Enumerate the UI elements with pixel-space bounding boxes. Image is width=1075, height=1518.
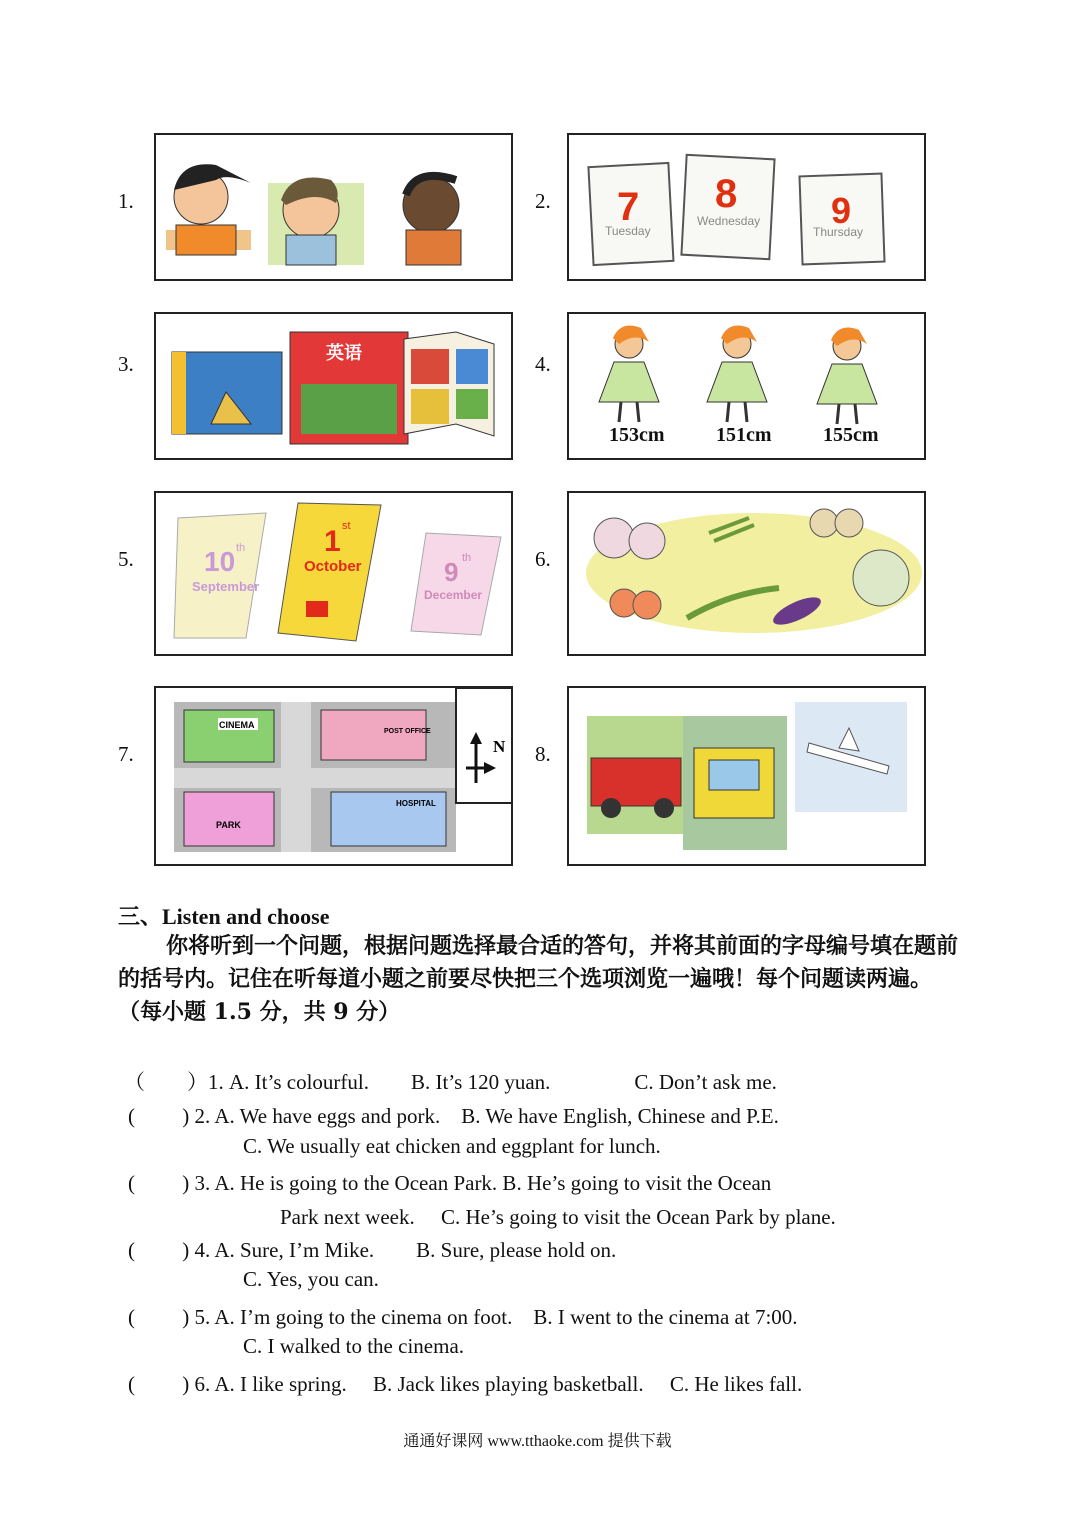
picture-number-3: 3. xyxy=(118,352,134,376)
question-5-line-2: C. I walked to the cinema. xyxy=(243,1334,465,1358)
section-instructions: 你将听到一个问题，根据问题选择最合适的答句，并将其前面的字母编号填在题前的括号内。记住在听每道小题之前要尽快把三个选项浏览一遍哦！每个问题读两遍。（每小题 1.5 分，共 9 分） xyxy=(118,933,959,1025)
map-post-office-label: POST OFFICE xyxy=(384,728,431,735)
calendar-day-1: 7 xyxy=(617,185,640,229)
sick-boys-illustration xyxy=(156,135,511,279)
question-6-line-1: ( ) 6. A. I like spring. B. Jack likes playing basketball. C. He likes fall. xyxy=(128,1372,803,1396)
compass-north-label: N xyxy=(493,737,506,756)
height-label-1: 153cm xyxy=(609,424,665,446)
question-3-line-1: ( ) 3. A. He is going to the Ocean Park. B. He’s going to visit the Ocean xyxy=(128,1171,772,1195)
picture-number-4: 4. xyxy=(535,352,551,376)
calendar-weekday-3: Thursday xyxy=(813,225,864,239)
picture-box-2 xyxy=(567,133,926,281)
picture-number-6: 6. xyxy=(535,547,551,571)
date-month-3: December xyxy=(424,588,483,602)
picture-box-5 xyxy=(154,491,513,656)
vegetables-illustration xyxy=(569,493,924,654)
date-month-2: October xyxy=(304,558,362,575)
date-suffix-1: th xyxy=(236,542,246,554)
picture-box-4 xyxy=(567,312,926,460)
height-label-3: 155cm xyxy=(823,424,879,446)
picture-box-3 xyxy=(154,312,513,460)
date-day-3: 9 xyxy=(444,557,459,587)
map-hospital-label: HOSPITAL xyxy=(396,799,436,808)
calendar-day-2: 8 xyxy=(715,172,738,216)
picture-number-7: 7. xyxy=(118,742,134,766)
calendar-day-3: 9 xyxy=(831,190,852,231)
date-day-1: 10 xyxy=(204,546,236,577)
date-suffix-2: st xyxy=(342,520,351,532)
picture-number-2: 2. xyxy=(535,189,551,213)
calendar-weekday-1: Tuesday xyxy=(605,224,651,238)
question-5-line-1: ( ) 5. A. I’m going to the cinema on foot. B. I went to the cinema at 7:00. xyxy=(128,1305,798,1329)
date-month-1: September xyxy=(192,579,260,594)
picture-number-5: 5. xyxy=(118,547,134,571)
section-title: 三、Listen and choose xyxy=(118,904,330,929)
picture-box-1 xyxy=(154,133,513,281)
question-3-line-2: Park next week. C. He’s going to visit the Ocean Park by plane. xyxy=(280,1205,836,1229)
picture-box-8 xyxy=(567,686,926,866)
question-4-line-1: ( ) 4. A. Sure, I’m Mike. B. Sure, please hold on. xyxy=(128,1238,617,1262)
map-park-label: PARK xyxy=(216,820,241,830)
height-label-2: 151cm xyxy=(716,424,772,446)
books-illustration xyxy=(156,314,511,458)
question-2-line-1: ( ) 2. A. We have eggs and pork. B. We have English, Chinese and P.E. xyxy=(128,1104,779,1128)
book-cover-title: 英语 xyxy=(326,343,362,364)
picture-box-7 xyxy=(154,686,513,866)
date-suffix-3: th xyxy=(462,552,472,564)
footer-text: 通通好课网 www.tthaoke.com 提供下载 xyxy=(403,1433,672,1450)
picture-box-6 xyxy=(567,491,926,656)
question-4-line-2: C. Yes, you can. xyxy=(243,1267,379,1291)
transport-illustration xyxy=(569,688,924,864)
date-day-2: 1 xyxy=(324,525,341,558)
date-cards-illustration xyxy=(156,493,511,654)
calendar-illustration xyxy=(569,135,924,279)
picture-number-8: 8. xyxy=(535,742,551,766)
map-cinema-label: CINEMA xyxy=(219,720,255,730)
question-2-line-2: C. We usually eat chicken and eggplant for lunch. xyxy=(243,1134,661,1158)
question-1-line-1: （ ）1. A. It’s colourful. B. It’s 120 yuan. C. Don’t ask me. xyxy=(124,1070,777,1094)
calendar-weekday-2: Wednesday xyxy=(697,214,761,228)
picture-number-1: 1. xyxy=(118,189,134,213)
street-map-illustration xyxy=(156,688,511,864)
